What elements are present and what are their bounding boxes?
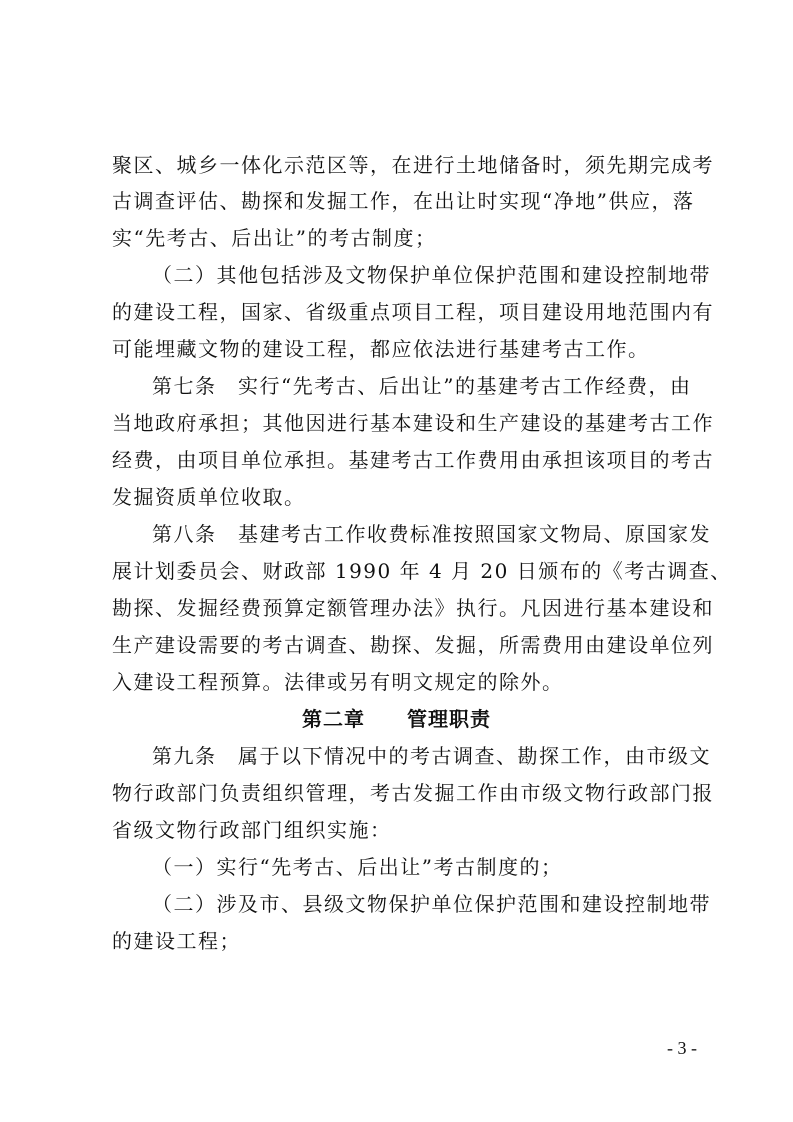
- text-line: 的建设工程，国家、省级重点项目工程，项目建设用地范围内有: [112, 300, 714, 324]
- chapter-heading: 第二章 管理职责: [302, 707, 491, 731]
- text-line: 入建设工程预算。法律或另有明文规定的除外。: [112, 670, 564, 694]
- text-line: 勘探、发掘经费预算定额管理办法》执行。凡因进行基本建设和: [112, 596, 714, 620]
- text-line: 经费，由项目单位承担。基建考古工作费用由承担该项目的考古: [112, 448, 714, 472]
- text-line: （二）其他包括涉及文物保护单位保护范围和建设控制地带: [152, 263, 711, 287]
- page-number: - 3 -: [667, 1038, 697, 1058]
- text-line: 实“先考古、后出让”的考古制度；: [112, 226, 437, 250]
- text-line: 的建设工程；: [112, 929, 241, 953]
- text-line: 展计划委员会、财政部 1990 年 4 月 20 日颁布的《考古调查、: [112, 559, 732, 583]
- text-line: 第八条 基建考古工作收费标准按照国家文物局、原国家发: [152, 522, 711, 546]
- text-line: 聚区、城乡一体化示范区等，在进行土地储备时，须先期完成考: [112, 153, 714, 177]
- text-line: （二）涉及市、县级文物保护单位保护范围和建设控制地带: [152, 892, 711, 916]
- text-line: 省级文物行政部门组织实施：: [112, 818, 392, 842]
- text-line: 古调查评估、勘探和发掘工作，在出让时实现“净地”供应，落: [112, 189, 695, 213]
- text-line: 第九条 属于以下情况中的考古调查、勘探工作，由市级文: [152, 744, 711, 768]
- text-line: 生产建设需要的考古调查、勘探、发掘，所需费用由建设单位列: [112, 633, 714, 657]
- text-line: 物行政部门负责组织管理，考古发掘工作由市级文物行政部门报: [112, 781, 714, 805]
- text-line: 第七条 实行“先考古、后出让”的基建考古工作经费，由: [152, 374, 692, 398]
- text-line: 可能埋藏文物的建设工程，都应依法进行基建考古工作。: [112, 337, 650, 361]
- text-line: 当地政府承担；其他因进行基本建设和生产建设的基建考古工作: [112, 411, 714, 435]
- text-line: 发掘资质单位收取。: [112, 485, 306, 509]
- text-line: （一）实行“先考古、后出让”考古制度的；: [152, 855, 563, 879]
